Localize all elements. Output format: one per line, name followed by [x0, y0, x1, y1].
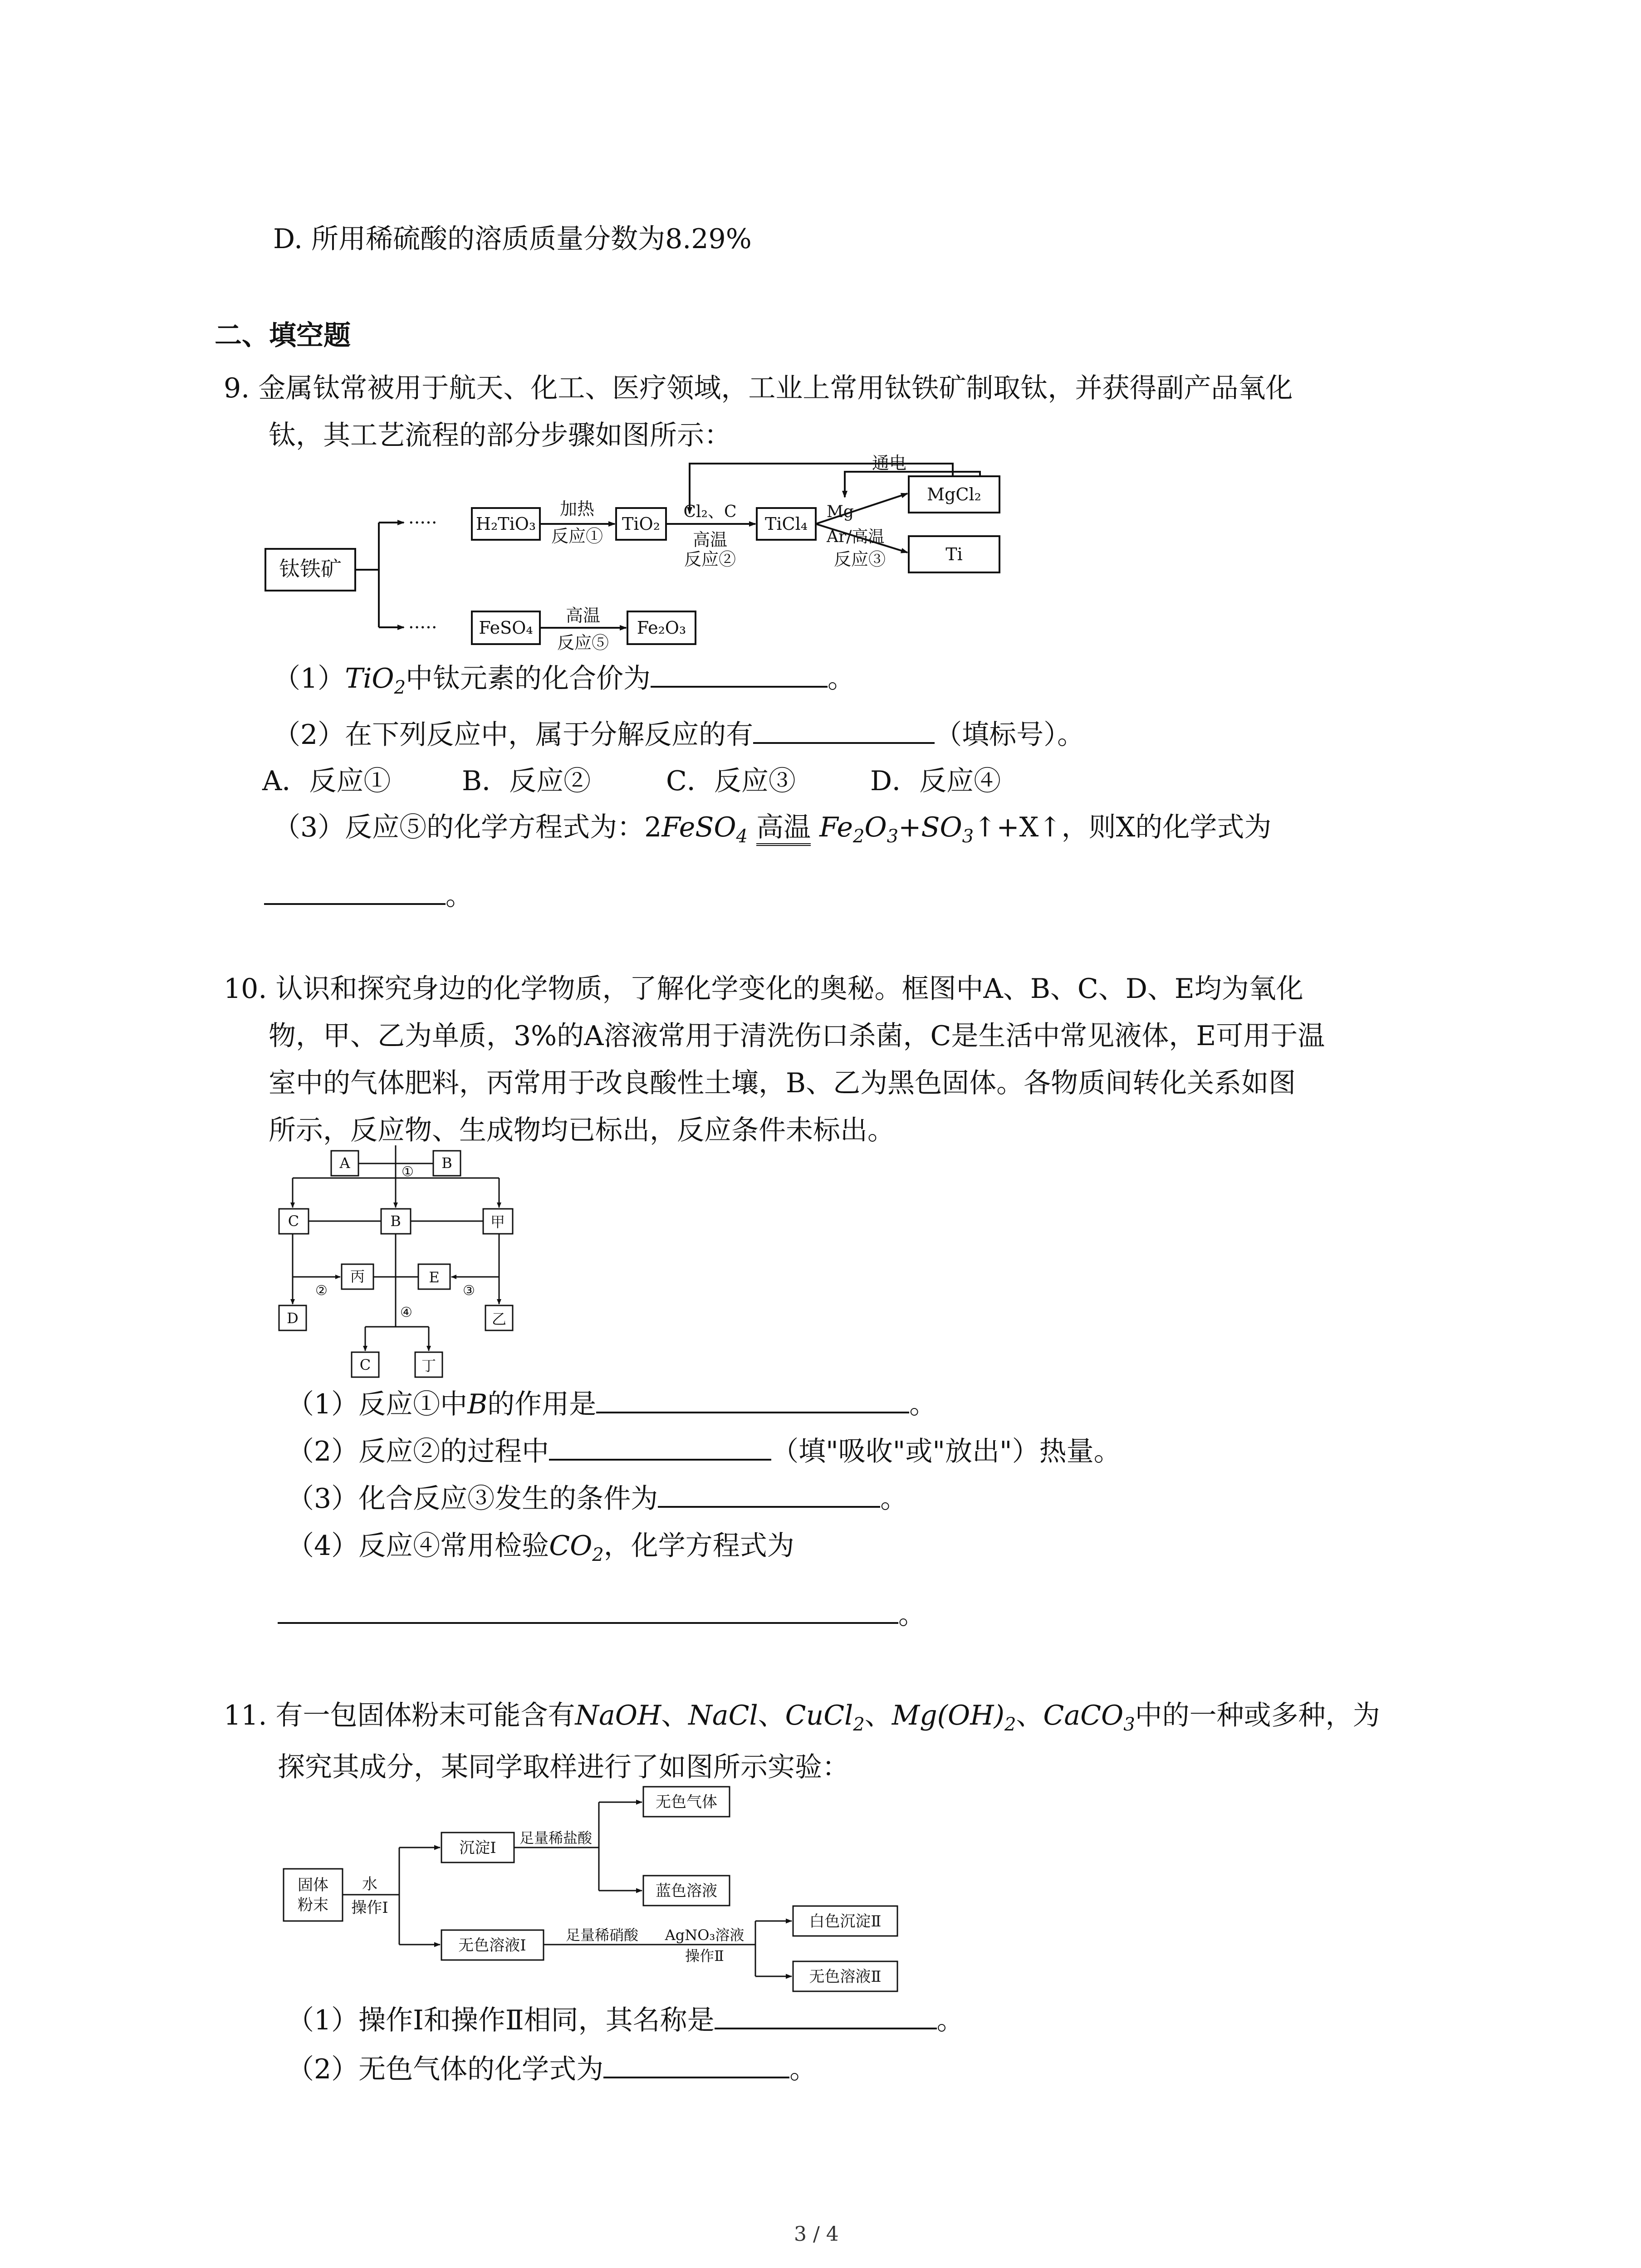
r1-label: 反应①: [551, 526, 603, 546]
q10-stem-line1: 10. 认识和探究身边的化学物质，了解化学变化的奥秘。框图中A、B、C、D、E均为氧化: [224, 973, 1303, 1005]
q11-sub1: （1）操作Ⅰ和操作Ⅱ相同，其名称是 。: [287, 2004, 964, 2036]
q10-sub1: （1）反应①中B的作用是 。: [287, 1388, 937, 1420]
section-heading: 二、填空题: [215, 320, 351, 352]
dots-lower: ·····: [408, 617, 437, 638]
feso4-label: FeSO₄: [479, 618, 533, 638]
answer-blank[interactable]: [549, 1454, 771, 1461]
answer-blank[interactable]: [278, 1618, 898, 1624]
mg-label: Mg: [827, 503, 854, 521]
node-yi: 乙: [491, 1310, 507, 1328]
ore-label: 钛铁矿: [279, 557, 342, 581]
answer-blank[interactable]: [596, 1407, 909, 1413]
q10-relationship-diagram: [272, 1145, 526, 1390]
answer-blank[interactable]: [603, 2072, 789, 2078]
node-jia: 甲: [490, 1213, 505, 1231]
answer-blank[interactable]: [715, 2023, 937, 2029]
ar-label: Ar/高温: [827, 528, 885, 546]
node-e: E: [429, 1269, 440, 1286]
reaction-condition: 高温: [756, 811, 811, 846]
q10-sub3: （3）化合反应③发生的条件为 。: [287, 1483, 908, 1515]
q9-stem-line2: 钛，其工艺流程的部分步骤如图所示：: [269, 420, 731, 451]
answer-blank[interactable]: [264, 899, 446, 905]
hno3-label: 足量稀硝酸: [565, 1926, 639, 1944]
node-b-mid: B: [390, 1212, 401, 1230]
node-bing: 丙: [350, 1268, 365, 1285]
q9-sub2: （2）在下列反应中，属于分解反应的有 （填标号）。: [273, 719, 1085, 751]
white-precipitate-2: 白色沉淀Ⅱ: [809, 1912, 882, 1931]
q10-sub4-answer: 。: [278, 1601, 926, 1628]
water-label: 水: [362, 1875, 377, 1893]
powder-label-1: 固体: [298, 1876, 328, 1894]
answer-blank[interactable]: [658, 1501, 880, 1508]
q9-choice-a: A．反应①: [262, 765, 391, 797]
powder-label-2: 粉末: [298, 1896, 328, 1914]
tio2-label: TiO₂: [622, 514, 660, 534]
r5-label: 反应⑤: [557, 633, 609, 653]
node-d: D: [287, 1310, 299, 1327]
ticl4-label: TiCl₄: [765, 514, 808, 534]
colorless-gas: 无色气体: [656, 1793, 717, 1811]
hightemp-label-5: 高温: [565, 606, 601, 626]
label-reaction-4: ④: [400, 1305, 412, 1320]
h2tio3-label: H₂TiO₃: [475, 514, 536, 534]
heat-label: 加热: [559, 499, 595, 519]
colorless-solution-2: 无色溶液Ⅱ: [809, 1968, 882, 1986]
electrolysis-label: 通电: [872, 454, 907, 473]
q10-stem-line4: 所示，反应物、生成物均已标出，反应条件未标出。: [269, 1114, 895, 1146]
dots-upper: ·····: [408, 513, 437, 533]
q9-sub3-answer: 。: [264, 882, 473, 909]
node-ding: 丁: [421, 1357, 436, 1374]
agno3-label: AgNO₃溶液: [665, 1926, 745, 1944]
answer-blank[interactable]: [753, 738, 935, 744]
colorless-solution-1: 无色溶液Ⅰ: [458, 1936, 526, 1955]
precipitate-1: 沉淀Ⅰ: [459, 1839, 496, 1857]
node-b-top: B: [441, 1154, 452, 1172]
hightemp-label-2: 高温: [692, 530, 728, 550]
node-c: C: [288, 1212, 299, 1230]
r2-label: 反应②: [684, 549, 736, 569]
operation-2-label: 操作Ⅱ: [685, 1947, 724, 1965]
q10-sub2: （2）反应②的过程中 （填"吸收"或"放出"）热量。: [287, 1436, 1121, 1467]
label-reaction-1: ①: [402, 1164, 414, 1180]
q10-stem-line3: 室中的气体肥料，丙常用于改良酸性土壤，B、乙为黑色固体。各物质间转化关系如图: [269, 1067, 1296, 1099]
hcl-label: 足量稀盐酸: [519, 1829, 593, 1847]
blue-solution: 蓝色溶液: [656, 1882, 717, 1900]
node-c-bottom: C: [359, 1356, 371, 1374]
answer-blank[interactable]: [651, 681, 828, 688]
option-d: D. 所用稀硫酸的溶质质量分数为8.29%: [273, 223, 752, 255]
ti-label: Ti: [945, 544, 963, 564]
q9-process-flowchart: [254, 454, 1025, 662]
q11-stem-line1: 11. 有一包固体粉末可能含有NaOH、NaCl、CuCl$_2$、$Mg(OH)_2$、CaCO$_3$中的一种或多种，为: [224, 1700, 1380, 1735]
q9-choice-c: C．反应③: [666, 765, 796, 797]
q9-stem-line1: 9. 金属钛常被用于航天、化工、医疗领域，工业上常用钛铁矿制取钛，并获得副产品氧化: [224, 372, 1293, 404]
q11-experiment-flowchart: [279, 1780, 1028, 2012]
q9-sub1: （1）TiO$_2$中钛元素的化合价为 。: [273, 663, 855, 698]
q9-sub3: （3）反应⑤的化学方程式为：2FeSO$_4$ 高温 $Fe_2O_3+SO_3↑+X↑$，则X的化学式为: [273, 811, 1272, 847]
q10-stem-line2: 物，甲、乙为单质，3%的A溶液常用于清洗伤口杀菌，C是生活中常见液体，E可用于温: [269, 1020, 1325, 1052]
operation-1-label: 操作Ⅰ: [351, 1899, 388, 1917]
node-a: A: [339, 1154, 350, 1172]
page-number: 3 / 4: [794, 2223, 839, 2246]
q9-choice-d: D．反应④: [870, 765, 1001, 797]
cl2c-label: Cl₂、C: [683, 503, 737, 521]
q11-stem-line2: 探究其成分，某同学取样进行了如图所示实验：: [278, 1751, 849, 1783]
fe2o3-label: Fe₂O₃: [637, 618, 686, 638]
label-reaction-3: ③: [463, 1283, 475, 1299]
q9-choice-b: B．反应②: [462, 765, 591, 797]
q11-sub2: （2）无色气体的化学式为 。: [287, 2053, 817, 2085]
mgcl2-label: MgCl₂: [927, 484, 981, 504]
label-reaction-2: ②: [315, 1283, 328, 1299]
r3-label: 反应③: [834, 549, 886, 569]
q10-sub4: （4）反应④常用检验$CO_2$，化学方程式为: [287, 1530, 794, 1565]
